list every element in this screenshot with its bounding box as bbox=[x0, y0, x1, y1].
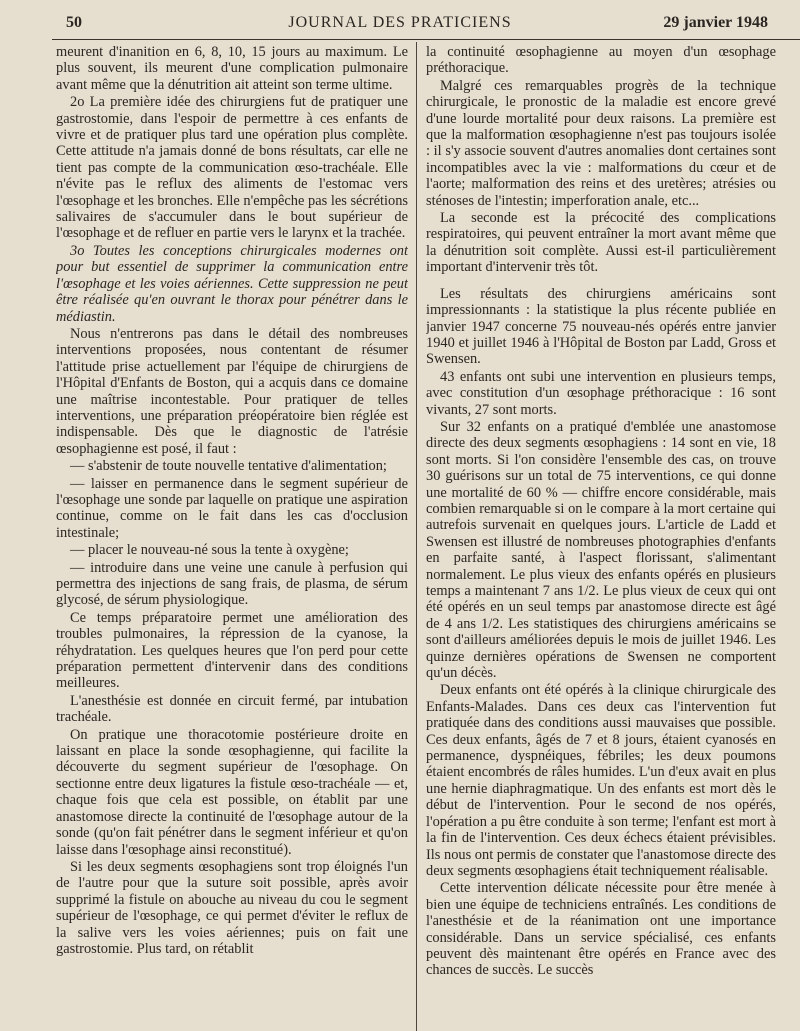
paragraph: 43 enfants ont subi une intervention en plusieurs temps, avec constitution d'un œsophage préthoracique : 16 sont vivants, 27 sont morts. bbox=[426, 368, 776, 418]
column-divider bbox=[416, 42, 417, 1031]
paragraph: 2o La première idée des chirurgiens fut de pratiquer une gastrostomie, dans l'espoir de permettre à ces enfants de vivre et de pratiquer plus tard une opération plus complète. Cette attitude n'a jamais donné de bons résultats, car elle ne tient pas compte de la communication œso-trachéale. Elle n'évite pas le reflux des aliments de l'estomac vers l'œsophage et les bronches. Elle n'empêche pas les sécrétions salivaires de s'accumuler dans le bout supérieur de l'œsophage et de refluer en partie vers le larynx et la trachée. bbox=[56, 94, 408, 242]
paragraph: Si les deux segments œsophagiens sont trop éloignés l'un de l'autre pour que la suture soit possible, après avoir supprimé la fistule on abouche au niveau du cou le segment supérieur de l'œsophage, ce qui permet d'éviter le reflux de la salive vers les voies aériennes; puis on fait une gastrostomie. Plus tard, on rétablit bbox=[56, 858, 408, 957]
issue-date: 29 janvier 1948 bbox=[663, 14, 768, 31]
paragraph: meurent d'inanition en 6, 8, 10, 15 jours au maximum. Le plus souvent, ils meurent d'une complication pulmonaire avant même que la dénutrition ait atteint son terme ultime. bbox=[56, 44, 408, 93]
paragraph: Ce temps préparatoire permet une amélioration des troubles pulmonaires, la répression de la cyanose, la réhydratation. Les quelques heures que l'on perd pour cette préparation permettent d'intervenir dans des conditions meilleures. bbox=[56, 609, 408, 692]
header-rule bbox=[52, 39, 800, 40]
page-number: 50 bbox=[66, 14, 82, 31]
paragraph: Nous n'entrerons pas dans le détail des nombreuses interventions proposées, nous contentant de résumer l'attitude prise actuellement par l'équipe de chirurgiens de l'Hôpital d'Enfants de Boston, qui a acquis dans ce domaine une maîtrise incontestable. Pour pratiquer de telles interventions, une préparation préopératoire bien réglée est indispensable. Dès que le diagnostic de l'atrésie œsophagienne est posé, il faut : bbox=[56, 325, 408, 457]
paragraph: la continuité œsophagienne au moyen d'un œsophage préthoracique. bbox=[426, 44, 776, 77]
paragraph: — s'abstenir de toute nouvelle tentative d'alimentation; bbox=[70, 458, 387, 475]
paragraph: — laisser en permanence dans le segment supérieur de l'œsophage une sonde par laquelle on pratique une aspiration continue, comme on le fait dans les cas d'occlusion intestinale; bbox=[56, 475, 408, 541]
paragraph: Deux enfants ont été opérés à la clinique chirurgicale des Enfants-Malades. Dans ces deux cas l'intervention fut pratiquée dans des conditions aussi mauvaises que possible. Ces deux enfants, âgés de 7 et 8 jours, étaient cyanosés en permanence, dyspnéiques, fébriles; les deux poumons étaient encombrés de râles humides. L'un d'eux avait en plus une hernie diaphragmatique. Un des enfants est mort dès le début de l'intervention. Pour le second de nos opérés, l'opération a pu être conduite à son terme; l'enfant est mort à la fin de l'intervention. Ces deux échecs étaient prévisibles. Ils nous ont permis de constater que l'anastomose directe des deux segments œsophagiens était techniquement réalisable. bbox=[426, 682, 776, 879]
paragraph: Sur 32 enfants on a pratiqué d'emblée une anastomose directe des deux segments œsophagiens : 14 sont en vie, 18 sont morts. Si l'on considère l'ensemble des cas, on trouve 30 guérisons sur un total de 75 interventions, ce qui donne une mortalité de 60 % — chiffre encore considérable, mais combien remarquable si on le compare à la mort certaine qui autrefois survenait en quelques jours. L'article de Ladd et Swensen est illustré de nombreuses photographies d'enfants en parfaite santé, à l'aspect florissant, s'alimentant normalement. Le plus vieux des enfants opérés en plusieurs temps a maintenant 7 ans 1/2. Le plus vieux de ceux qui ont été opérés en un seul temps par anastomose directe est âgé de 4 ans 1/2. Les statistiques des chirurgiens américains se sont d'ailleurs améliorées depuis le mois de juillet 1946. Les quinze dernières opérations de Swensen ne comportent qu'un décès. bbox=[426, 418, 776, 682]
paragraph: La seconde est la précocité des complications respiratoires, qui peuvent entraîner la mort avant même que la dénutrition soit complète. Aussi est-il particulièrement important d'intervenir très tôt. bbox=[426, 210, 776, 276]
paragraph: Les résultats des chirurgiens américains sont impressionnants : la statistique la plus récente publiée en janvier 1947 concerne 75 nouveau-nés opérés entre janvier 1940 et juillet 1946 à l'Hôpital de Boston par Ladd, Gross et Swensen. bbox=[426, 285, 776, 368]
paragraph: Cette intervention délicate nécessite pour être menée à bien une équipe de techniciens entraînés. Les conditions de l'anesthésie et de la réanimation ont une importance considérable. Dans un service spécialisé, ces enfants peuvent dès maintenant être opérés en France avec des chances de succès. Le succès bbox=[426, 880, 776, 979]
right-column bbox=[426, 44, 776, 1029]
paragraph: On pratique une thoracotomie postérieure droite en laissant en place la sonde œsophagienne, qui facilite la découverte du segment supérieur de l'œsophage. On sectionne entre deux ligatures la fistule œso-trachéale — et, chaque fois que cela est possible, on établit par une anastomose directe la continuité de l'œsophage autour de la sonde (qu'on fait pénétrer dans le segment inférieur et qu'on laisse dans l'œsophage ainsi reconstitué). bbox=[56, 726, 408, 858]
left-column bbox=[56, 44, 408, 1029]
paragraph: 3o Toutes les conceptions chirurgicales modernes ont pour but essentiel de supprimer la communication entre l'œsophage et les voies aériennes. Cette suppression ne peut être réalisée qu'en ouvrant le thorax pour pénétrer dans le médiastin. bbox=[56, 242, 408, 325]
page-header bbox=[0, 0, 800, 40]
paragraph: Malgré ces remarquables progrès de la technique chirurgicale, le pronostic de la maladie est encore grevé d'une lourde mortalité pour deux raisons. La première est que la malformation œsophagienne n'est pas toujours isolée : il s'y associe souvent d'autres anomalies dont certaines sont incompatibles avec la vie : malformations du cœur et de l'aorte; malformation des reins et des uretères; atrésies ou sténoses de l'intestin; imperforation anale, etc... bbox=[426, 77, 776, 209]
paragraph: — placer le nouveau-né sous la tente à oxygène; bbox=[70, 542, 349, 559]
paragraph: — introduire dans une veine une canule à perfusion qui permettra des injections de sang frais, de plasma, de sérum glycosé, de sérum physiologique. bbox=[56, 559, 408, 609]
paragraph: L'anesthésie est donnée en circuit fermé, par intubation trachéale. bbox=[56, 692, 408, 726]
section-gap bbox=[426, 277, 776, 286]
journal-title: JOURNAL DES PRATICIENS bbox=[288, 14, 512, 31]
